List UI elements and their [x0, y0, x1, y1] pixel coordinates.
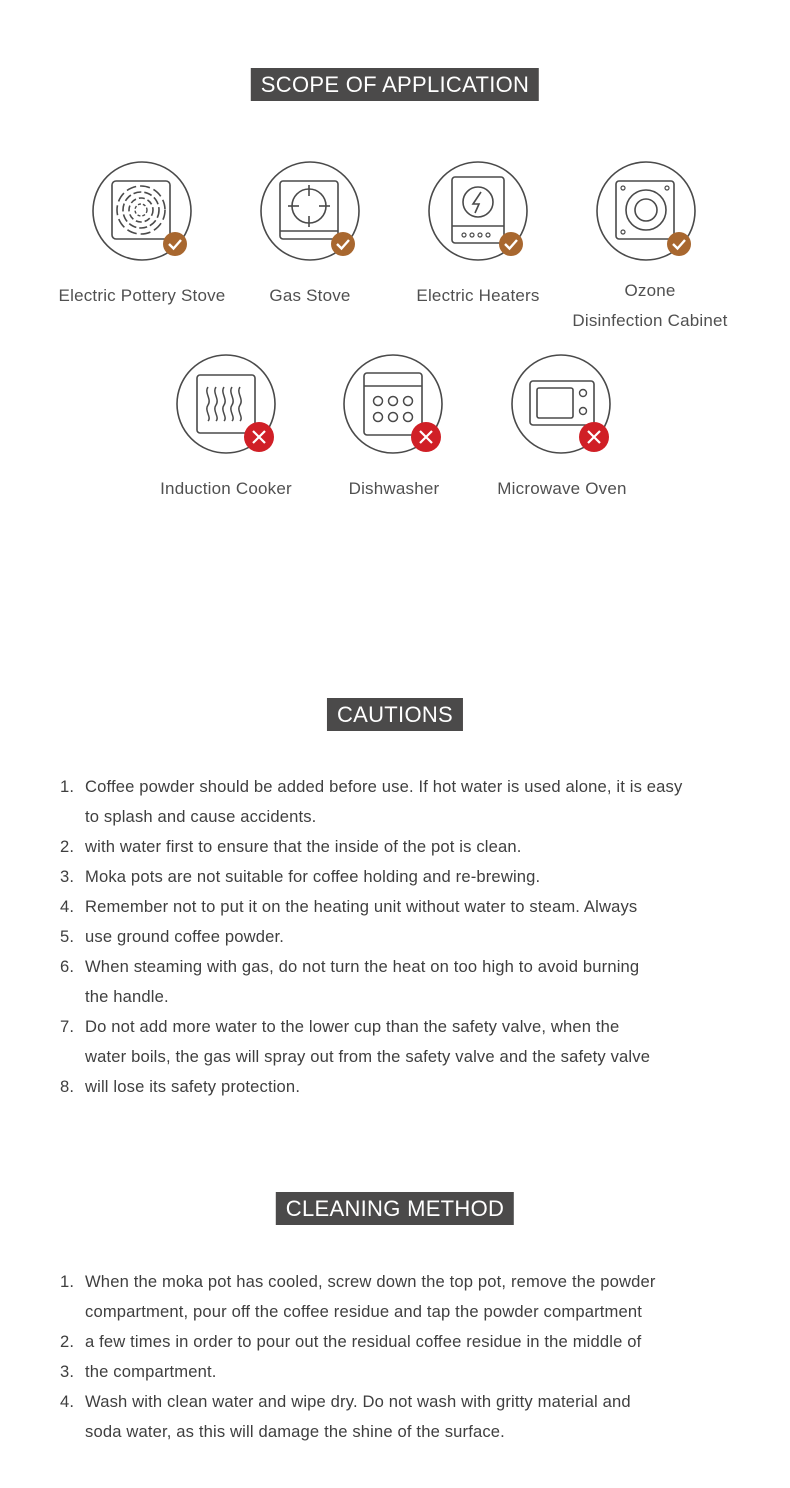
list-item: 3. the compartment. — [60, 1362, 217, 1381]
cautions-heading: CAUTIONS — [327, 698, 463, 731]
list-item: 3. Moka pots are not suitable for coffee holding and re-brewing. — [60, 867, 541, 886]
label-electric-pottery-stove: Electric Pottery Stove — [58, 286, 226, 305]
list-item: 4. Remember not to put it on the heating unit without water to steam. Always — [60, 897, 638, 916]
list-item: 2. a few times in order to pour out the residual coffee residue in the middle of — [60, 1332, 642, 1351]
list-item: 8. will lose its safety protection. — [60, 1077, 301, 1096]
microwave-oven-icon — [510, 353, 612, 455]
list-item: 1. Coffee powder should be added before use. If hot water is used alone, it is easy to splash and cause accidents. — [60, 777, 683, 826]
list-item: 4. Wash with clean water and wipe dry. Do not wash with gritty material and soda water, as this will damage the shine of the surface. — [60, 1392, 631, 1441]
list-item: 1. When the moka pot has cooled, screw down the top pot, remove the powder compartment, pour off the coffee residue and tap the powder compartment — [60, 1272, 656, 1321]
dishwasher-icon — [342, 353, 444, 455]
label-dishwasher: Dishwasher — [348, 479, 440, 498]
list-item: 7. Do not add more water to the lower cup than the safety valve, when the water boils, the gas will spray out from the safety valve and the safety valve — [60, 1017, 651, 1066]
label-disinfection-cabinet: Disinfection Cabinet — [572, 311, 728, 330]
label-electric-heaters: Electric Heaters — [416, 286, 540, 305]
cleaning-list — [60, 1267, 732, 1447]
label-gas-stove: Gas Stove — [269, 286, 351, 305]
list-item: 2. with water first to ensure that the inside of the pot is clean. — [60, 837, 522, 856]
label-ozone: Ozone — [624, 281, 676, 300]
list-item: 6. When steaming with gas, do not turn the heat on too high to avoid burning the handle. — [60, 957, 640, 1006]
scope-heading: SCOPE OF APPLICATION — [251, 68, 539, 101]
label-microwave-oven: Microwave Oven — [497, 479, 627, 498]
electric-pottery-stove-icon — [91, 160, 193, 262]
electric-heater-icon — [427, 160, 529, 262]
gas-stove-icon — [259, 160, 361, 262]
induction-cooker-icon — [175, 353, 277, 455]
ozone-cabinet-icon — [595, 160, 697, 262]
list-item: 5. use ground coffee powder. — [60, 927, 285, 946]
cleaning-heading: CLEANING METHOD — [276, 1192, 514, 1225]
label-induction-cooker: Induction Cooker — [160, 479, 292, 498]
cautions-list — [60, 772, 732, 1102]
